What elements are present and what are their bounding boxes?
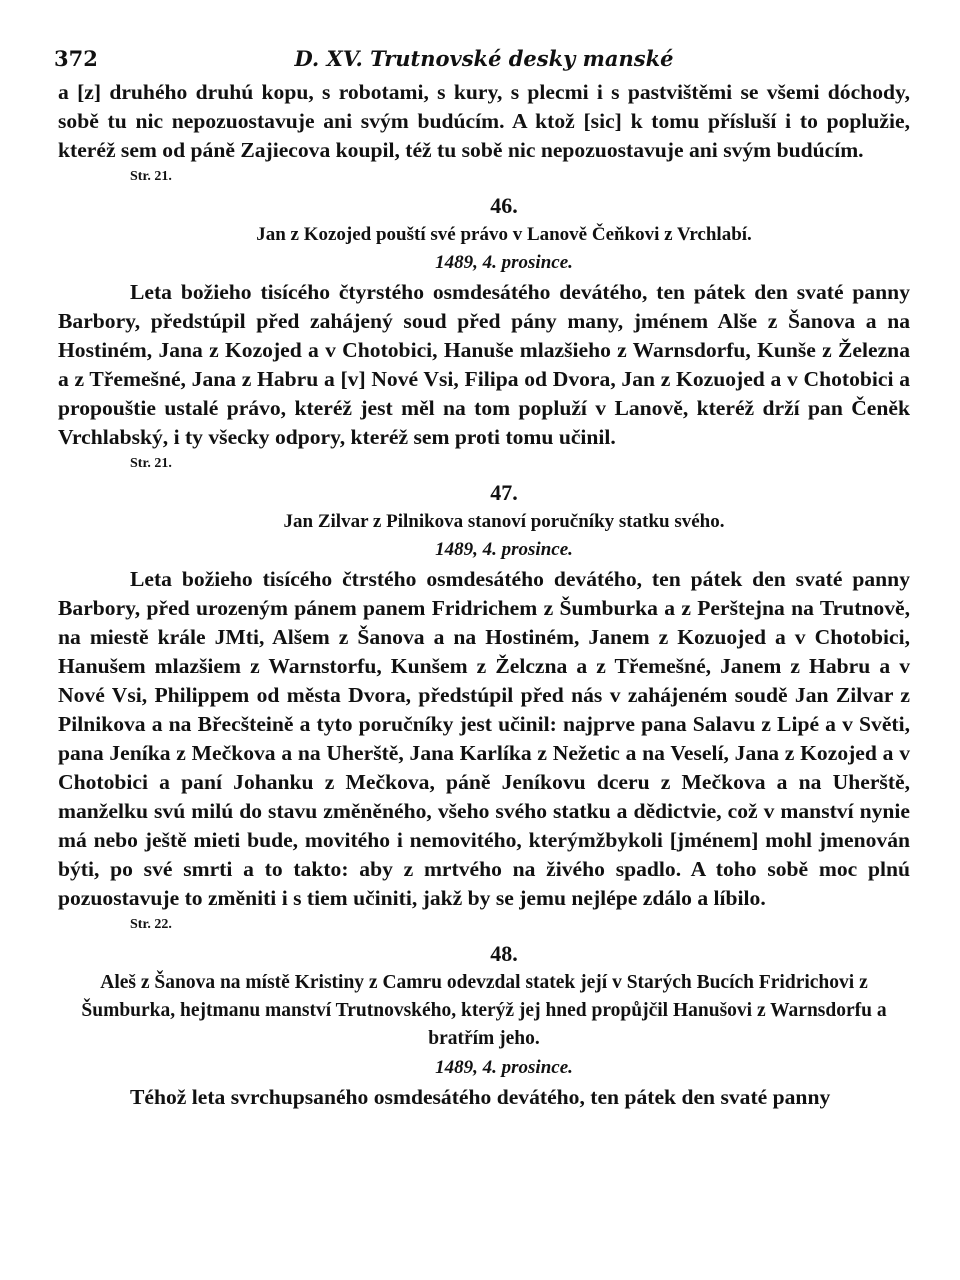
charter-text: Leta božieho tisícého čtrstého osmdesátého devátého, ten pátek den svaté panny Barbory, před urozeným pánem panem Fridrichem z Šumburka a z Perštejna na Trutnově, na miestě krále JMti, Alšem z Šanova a na Hostiném, Janem z Kozuojed a v Chotobici, Hanušem mlazšiem z Warnstorfu, Kunšem z Želczna a z Třemešné, Janem z Habru a v Nové Vsi, Philippem od města Dvora, předstúpil před nás v zahájeném soudě Jan Zilvar z Pilnikova a na Břecšteině a tyto poručníky jest učinil: najprve pana Salavu z Lipé a v Světi, pana Jeníka z Mečkova a na Uherště, Jana Karlíka z Nežetic a na Veselí, Jana z Kozojed a v Chotobici a paní Johanku z Mečkova, páně Jeníkovu dceru z Mečkova a na Uherště, manželku svú milú do stavu změněného, všeho svého statku a dědictvie, což v manství nynie má nebo ještě mieti bude, movitého i nemovitého, kterýmžbykoli [jménem] mohl jmenován býti, po své smrti a to takto: aby z mrtvého na živého spadlo. A toho sobě moc plnú pozuostavuje to změniti i s tiem učiniti, jakž by se jemu nejlépe zdálo a líbilo. <box>58 567 910 910</box>
page-number: 372 <box>54 46 98 71</box>
charter-heading: Aleš z Šanova na místě Kristiny z Camru odevzdal statek její v Starých Bucích Fridrichovi z Šumburka, hejtmanu manství Trutnovského, kterýž jej hned propůjčil Hanušovi z Warnsdorfu a bratřím jeho. <box>81 972 887 1049</box>
charter-date: 1489, 4. prosince. <box>435 1057 573 1078</box>
charter-number: 47. <box>490 480 518 505</box>
running-head <box>54 38 910 78</box>
source-note: Str. 21. <box>130 169 172 184</box>
running-title: D. XV. Trutnovské desky manské <box>294 46 674 71</box>
document-page <box>54 38 910 1112</box>
charter-heading: Jan Zilvar z Pilnikova stanoví poručníky statku svého. <box>283 511 725 532</box>
charter-date: 1489, 4. prosince. <box>435 539 573 560</box>
source-note: Str. 22. <box>130 917 172 932</box>
charter-number: 48. <box>490 941 518 966</box>
charter-date: 1489, 4. prosince. <box>435 252 573 273</box>
charter-text: Leta božieho tisícého čtyrstého osmdesátého devátého, ten pátek den svaté panny Barbory, předstúpil před zahájený soud před pány many, jménem Alše z Šanova a na Hostiném, Jana z Kozojed a v Chotobici, Hanuše mlazšieho z Warnsdorfu, Kunše z Železna a z Třemešné, Jana z Habru a [v] Nové Vsi, Filipa od Dvora, Jan z Kozuojed a v Chotobici a propouštie ustalé právo, kteréž jest měl na tom popluží v Lanově, kteréž drží pan Čeněk Vrchlabský, i ty všecky odpory, kteréž sem proti tomu učinil. <box>58 280 910 449</box>
continuation-paragraph: a [z] druhého druhú kopu, s robotami, s kury, s plecmi i s pastvištěmi se všemi dóchody, sobě tu nic nepozuostavuje ani svým budúcím. A ktož [sic] k tomu přísluší i to poplužie, kteréž sem od páně Zajiecova koupil, též tu sobě nic nepozuostavuje ani svým budúcím. <box>58 80 910 162</box>
charter-text: Téhož leta svrchupsaného osmdesátého devátého, ten pátek den svaté panny <box>130 1085 831 1109</box>
charter-number: 46. <box>490 193 518 218</box>
charter-heading: Jan z Kozojed pouští své právo v Lanově Čeňkovi z Vrchlabí. <box>256 224 752 245</box>
source-note: Str. 21. <box>130 456 172 471</box>
